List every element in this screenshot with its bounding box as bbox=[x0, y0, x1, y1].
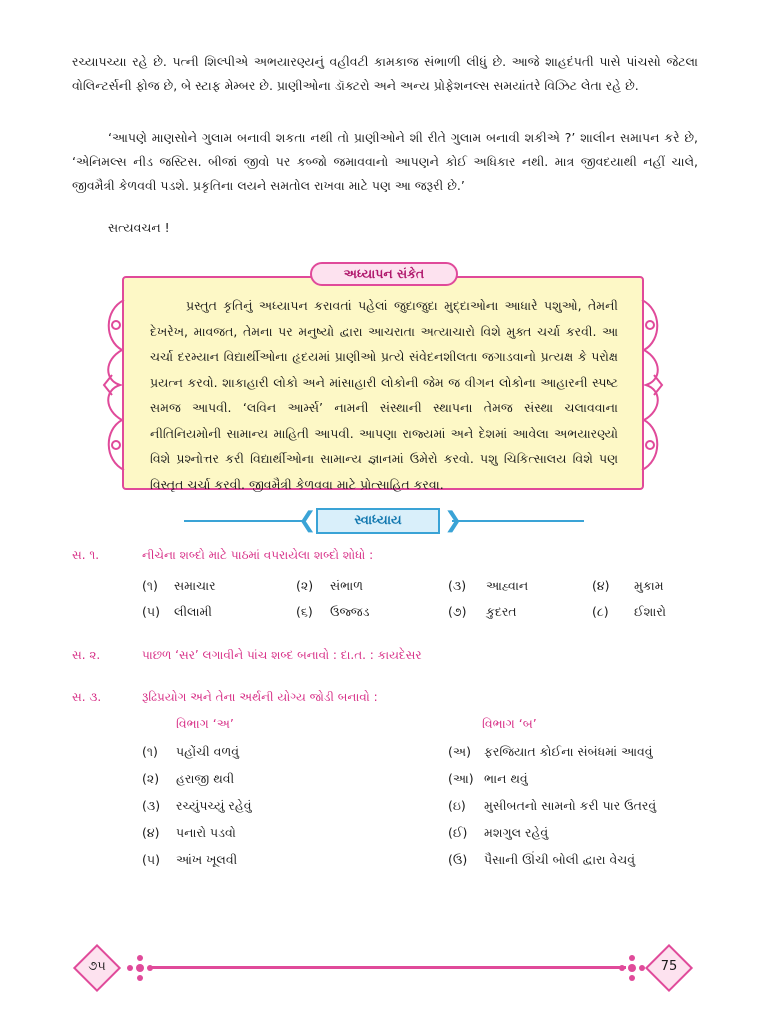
q1-item-number: (૨) bbox=[296, 578, 314, 593]
body-paragraph-1: રચ્યાપચ્યા રહે છે. પત્ની શિલ્પીએ અભયારણ્યનું વહીવટી કામકાજ સંભાળી લીધું છે. આજે શાહદંપતી પાસે પાંચસો જેટલા વોલિન્ટર્સની ફોજ છે, બે સ્ટાફ મેમ્બર છે. પ્રાણીઓના ડૉક્ટરો અને અન્ય પ્રોફેશનલ્સ સમયાંતરે વિઝિટ લેતા રહે છે. bbox=[72, 54, 698, 93]
match-a-number: (૨) bbox=[142, 771, 160, 786]
q1-item-word: આહ્વાન bbox=[486, 578, 529, 593]
match-b-text: મુસીબતનો સામનો કરી પાર ઉતરવું bbox=[484, 798, 657, 813]
teacher-note-text: પ્રસ્તુત કૃતિનું અધ્યાપન કરાવતાં પહેલાં જુદાજુદા મુદ્દાઓના આધારે પશુઓ, તેમની દેખરેખ, માવજત, તેમના પર મનુષ્યો દ્વારા આચરાતા અત્યાચારો વિશે મુક્ત ચર્ચા કરવી. આ ચર્ચા દરમ્યાન વિદ્યાર્થીઓના હૃદયમાં પ્રાણીઓ પ્રત્યે સંવેદનશીલતા જગાડવાનો પ્રત્યક્ષ કે પરોક્ષ પ્રયત્ન કરવો. શાકાહારી લોકો અને માંસાહારી લોકોની જેમ જ વીગન લોકોના આહારની સ્પષ્ટ સમજ આપવી. ‘લવિન આર્મ્સ’ નામની સંસ્થાની સ્થાપના તેમજ સંસ્થા ચલાવવાના નીતિનિયમોની સામાન્ય માહિતી આપવી. આપણા રાજ્યમાં અને દેશમાં આવેલા અભયારણ્યો વિશે પ્રશ્નોત્તર કરી વિદ્યાર્થીઓના સામાન્ય જ્ઞાનમાં ઉમેરો કરવો. પશુ ચિકિત્સાલય વિશે પણ વિસ્તૃત ચર્ચા કરવી. જીવમૈત્રી કેળવવા માટે પ્રોત્સાહિત કરવા. bbox=[150, 298, 618, 492]
q1-item-number: (૮) bbox=[592, 604, 609, 619]
question-number: સ. ૧. bbox=[72, 548, 100, 562]
teacher-note-title: અધ્યાપન સંકેત bbox=[310, 262, 458, 286]
q1-item-word: મુકામ bbox=[634, 578, 664, 593]
question-prompt: રૂઢિપ્રયોગ અને તેના અર્થની યોગ્ય જોડી બનાવો : bbox=[142, 690, 378, 704]
question-number: સ. ૩. bbox=[72, 690, 102, 704]
match-b-number: (આ) bbox=[448, 771, 474, 786]
section-divider-left bbox=[184, 520, 304, 522]
body-paragraph-3: સત્યવચન ! bbox=[108, 220, 170, 235]
section-divider-right bbox=[452, 520, 584, 522]
right-scroll-ornament-icon bbox=[632, 290, 672, 480]
match-b-text: ફરજિયાત કોઈના સંબંધમાં આવવું bbox=[484, 744, 653, 759]
q1-item-word: કુદરત bbox=[486, 604, 517, 619]
section-title: સ્વાધ્યાય bbox=[316, 508, 440, 534]
chevron-left-icon: ❮ bbox=[298, 508, 317, 533]
left-scroll-ornament-icon bbox=[94, 290, 134, 480]
match-b-number: (ઇ) bbox=[448, 798, 466, 813]
match-b-number: (ઈ) bbox=[448, 825, 468, 840]
match-b-text: પૈસાની ઊંચી બોલી દ્વારા વેચવું bbox=[484, 852, 636, 867]
q1-item-word: ઈશારો bbox=[634, 604, 666, 619]
match-a-text: પનારો પડવો bbox=[176, 825, 236, 840]
question-prompt: પાછળ ‘સર’ લગાવીને પાંચ શબ્દ બનાવો : દા.ત. : કાયદેસર bbox=[142, 648, 422, 662]
footer-rule bbox=[150, 966, 626, 969]
column-a-header: વિભાગ ‘અ’ bbox=[176, 716, 234, 731]
match-b-text: ભાન થવું bbox=[484, 771, 528, 786]
q1-item-word: સંભાળ bbox=[330, 578, 363, 593]
match-a-text: આંખ ખૂલવી bbox=[176, 852, 238, 867]
match-a-number: (૪) bbox=[142, 825, 160, 840]
q1-item-number: (૧) bbox=[142, 578, 158, 593]
match-a-text: પહોંચી વળવું bbox=[176, 744, 239, 759]
footer-left-ornament-icon bbox=[122, 952, 158, 984]
q1-item-word: સમાચાર bbox=[174, 578, 216, 593]
q1-item-word: લીલામી bbox=[174, 604, 212, 619]
q1-item-number: (૩) bbox=[448, 578, 467, 593]
match-a-number: (૩) bbox=[142, 798, 161, 813]
match-a-text: હરાજી થવી bbox=[176, 771, 235, 786]
match-b-text: મશગુલ રહેવું bbox=[484, 825, 549, 840]
q1-item-number: (૬) bbox=[296, 604, 313, 619]
q1-item-number: (૭) bbox=[448, 604, 467, 619]
page-number-right: 75 bbox=[660, 959, 678, 974]
question-number: સ. ૨. bbox=[72, 648, 101, 662]
question-prompt: નીચેના શબ્દો માટે પાઠમાં વપરાયેલા શબ્દો શોધો : bbox=[142, 548, 374, 562]
chevron-right-icon: ❯ bbox=[444, 508, 463, 533]
match-b-number: (ઉ) bbox=[448, 852, 468, 867]
q1-item-number: (૫) bbox=[142, 604, 160, 619]
column-b-header: વિભાગ ‘બ’ bbox=[482, 716, 537, 731]
match-b-number: (અ) bbox=[448, 744, 471, 759]
q1-item-word: ઉજ્જડ bbox=[330, 604, 370, 619]
page-number-left: ૭૫ bbox=[88, 959, 106, 974]
q1-item-number: (૪) bbox=[592, 578, 610, 593]
match-a-text: રચ્યુંપચ્યું રહેવું bbox=[176, 798, 252, 813]
match-a-number: (૧) bbox=[142, 744, 158, 759]
body-paragraph-2: ‘આપણે માણસોને ગુલામ બનાવી શકતા નથી તો પ્રાણીઓને શી રીતે ગુલામ બનાવી શકીએ ?’ શાલીન સમાપન કરે છે, ‘એનિમલ્સ નીડ જસ્ટિસ. બીજાં જીવો પર કબ્જો જમાવવાનો આપણને કોઈ અધિકાર નથી. માત્ર જીવદયાથી નહીં ચાલે, જીવમૈત્રી કેળવવી પડશે. પ્રકૃતિના લયને સમતોલ રાખવા માટે પણ આ જરૂરી છે.’ bbox=[72, 130, 698, 193]
match-a-number: (૫) bbox=[142, 852, 160, 867]
